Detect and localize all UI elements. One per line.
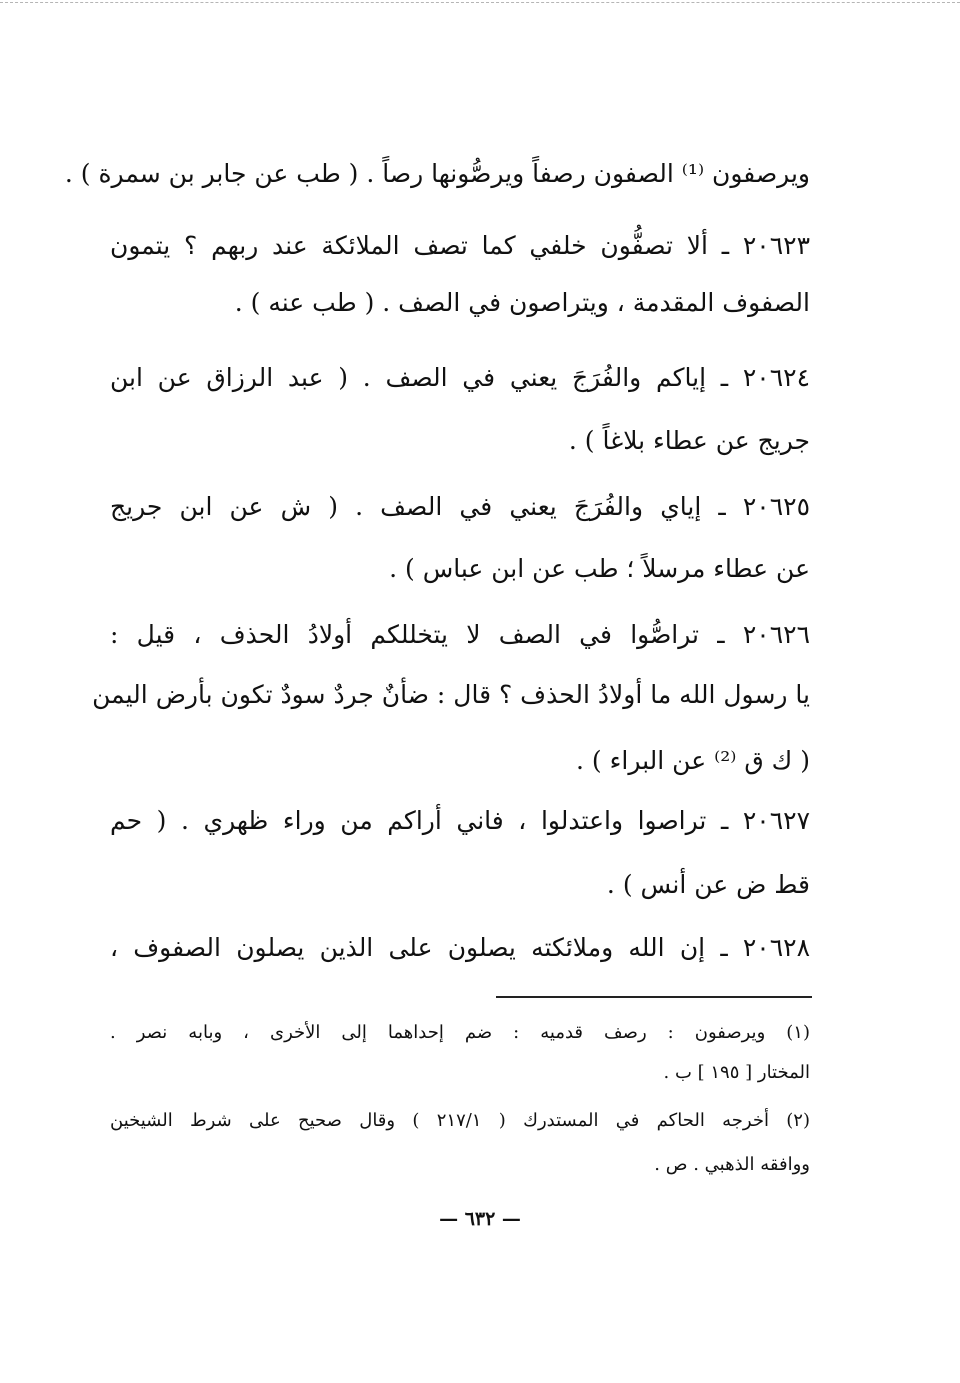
- body-line: ٢٠٦٢٥ ـ إياي والفُرَجَ يعني في الصف . ( ش عن ابن جريج: [110, 492, 810, 521]
- page-number: — ٦٣٢ —: [439, 1208, 521, 1230]
- body-line: عن عطاء مرسلاً ؛ طب عن ابن عباس ) .: [389, 554, 810, 583]
- footnote-line: ووافقه الذهبي . ص .: [654, 1154, 810, 1175]
- body-line: ٢٠٦٢٣ ـ ألا تصفُّون خلفي كما تصف الملائكة عند ربهم ؟ يتمون: [110, 231, 810, 260]
- body-line: يا رسول الله ما أولادُ الحذف ؟ قال : ضأنٌ جردٌ سودٌ تكون بأرض اليمن: [92, 680, 810, 709]
- body-line: ٢٠٦٢٧ ـ تراصوا واعتدلوا ، فاني أراكم من وراء ظهري . ( حم: [110, 806, 810, 835]
- footnote-line: المختار [ ١٩٥ ] ب .: [663, 1062, 810, 1083]
- body-line: ٢٠٦٢٤ ـ إياكم والفُرَجَ يعني في الصف . ( عبد الرزاق عن ابن: [110, 363, 810, 392]
- body-line: قط ض عن أنس ) .: [606, 870, 810, 899]
- body-line: ( ك ق ⁽²⁾ عن البراء ) .: [576, 746, 810, 775]
- body-line: ويرصفون ⁽¹⁾ الصفون رصفاً ويرصُّونها رصاً . ( طب عن جابر بن سمرة ) .: [64, 159, 810, 188]
- body-line: ٢٠٦٢٦ ـ تراصُّوا في الصف لا يتخللكم أولادُ الحذف ، قيل :: [110, 620, 810, 649]
- body-line: جريج عن عطاء بلاغاً ) .: [568, 426, 810, 455]
- footnote-line: (٢) أخرجه الحاكم في المستدرك ( ٢١٧/١ ) وقال صحيح على شرط الشيخين: [110, 1110, 810, 1131]
- scan-edge: [0, 2, 960, 3]
- footnote-separator: [496, 996, 812, 998]
- body-line: ٢٠٦٢٨ ـ إن الله وملائكته يصلون على الذين يصلون الصفوف ،: [110, 933, 810, 962]
- body-line: الصفوف المقدمة ، ويتراصون في الصف . ( طب عنه ) .: [234, 288, 810, 317]
- footnote-line: (١) ويرصفون : رصف قدميه : ضم إحداهما إلى الأخرى ، وبابه نصر .: [110, 1022, 810, 1043]
